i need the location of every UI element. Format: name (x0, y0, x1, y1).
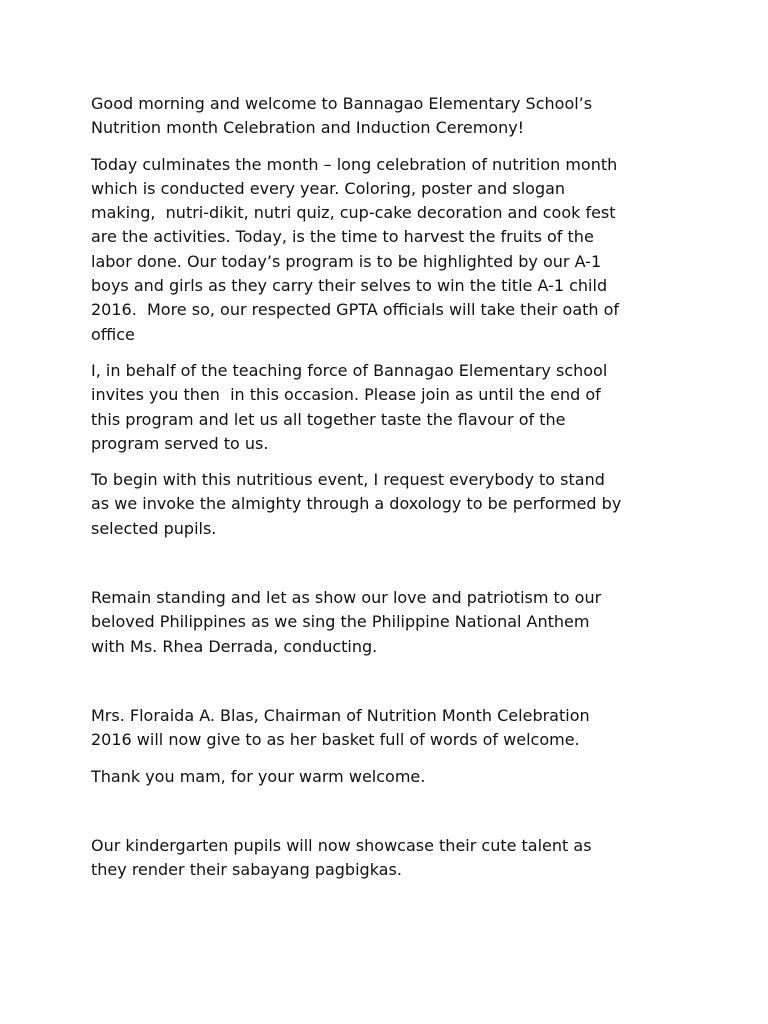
text-line: are the activities. Today, is the time to harvest the fruits of the (91, 227, 594, 247)
document-body (91, 92, 691, 882)
text-line: 2016 will now give to as her basket full of words of welcome. (91, 730, 580, 750)
text-line: office (91, 324, 135, 344)
text-line: Nutrition month Celebration and Induction Ceremony! (91, 118, 525, 138)
text-line: which is conducted every year. Coloring, poster and slogan (91, 178, 566, 198)
text-line: Today culminates the month – long celebration of nutrition month (91, 154, 618, 174)
text-line: boys and girls as they carry their selves to win the title A-1 child (91, 276, 608, 296)
text-line: labor done. Our today’s program is to be highlighted by our A-1 (91, 251, 602, 271)
paragraph-thanks (91, 765, 691, 789)
paragraph-doxology (91, 468, 691, 541)
text-line: I, in behalf of the teaching force of Bannagao Elementary school (91, 360, 608, 380)
paragraph-anthem (91, 586, 691, 659)
text-line: they render their sabayang pagbigkas. (91, 860, 402, 880)
text-line: Mrs. Floraida A. Blas, Chairman of Nutrition Month Celebration (91, 705, 590, 725)
text-line: this program and let us all together taste the flavour of the (91, 409, 566, 429)
text-line: making, nutri-dikit, nutri quiz, cup-cake decoration and cook fest (91, 203, 616, 223)
text-line: Good morning and welcome to Bannagao Elementary School’s (91, 94, 593, 113)
text-line: selected pupils. (91, 518, 217, 538)
text-line: program served to us. (91, 433, 269, 453)
text-line: To begin with this nutritious event, I request everybody to stand (91, 470, 605, 490)
text-line: Our kindergarten pupils will now showcase their cute talent as (91, 835, 592, 855)
text-line: Thank you mam, for your warm welcome. (91, 766, 426, 786)
text-line: Remain standing and let as show our love and patriotism to our (91, 588, 602, 608)
text-line: as we invoke the almighty through a doxology to be performed by (91, 494, 622, 514)
paragraph-welcome-address (91, 704, 691, 753)
text-line: with Ms. Rhea Derrada, conducting. (91, 636, 378, 656)
paragraph-kindergarten (91, 834, 691, 883)
paragraph-culmination (91, 153, 691, 347)
text-line: invites you then in this occasion. Please join as until the end of (91, 385, 601, 405)
paragraph-welcome (91, 92, 691, 141)
text-line: 2016. More so, our respected GPTA officials will take their oath of (91, 300, 620, 320)
paragraph-invitation (91, 359, 691, 456)
text-line: beloved Philippines as we sing the Philippine National Anthem (91, 612, 590, 632)
